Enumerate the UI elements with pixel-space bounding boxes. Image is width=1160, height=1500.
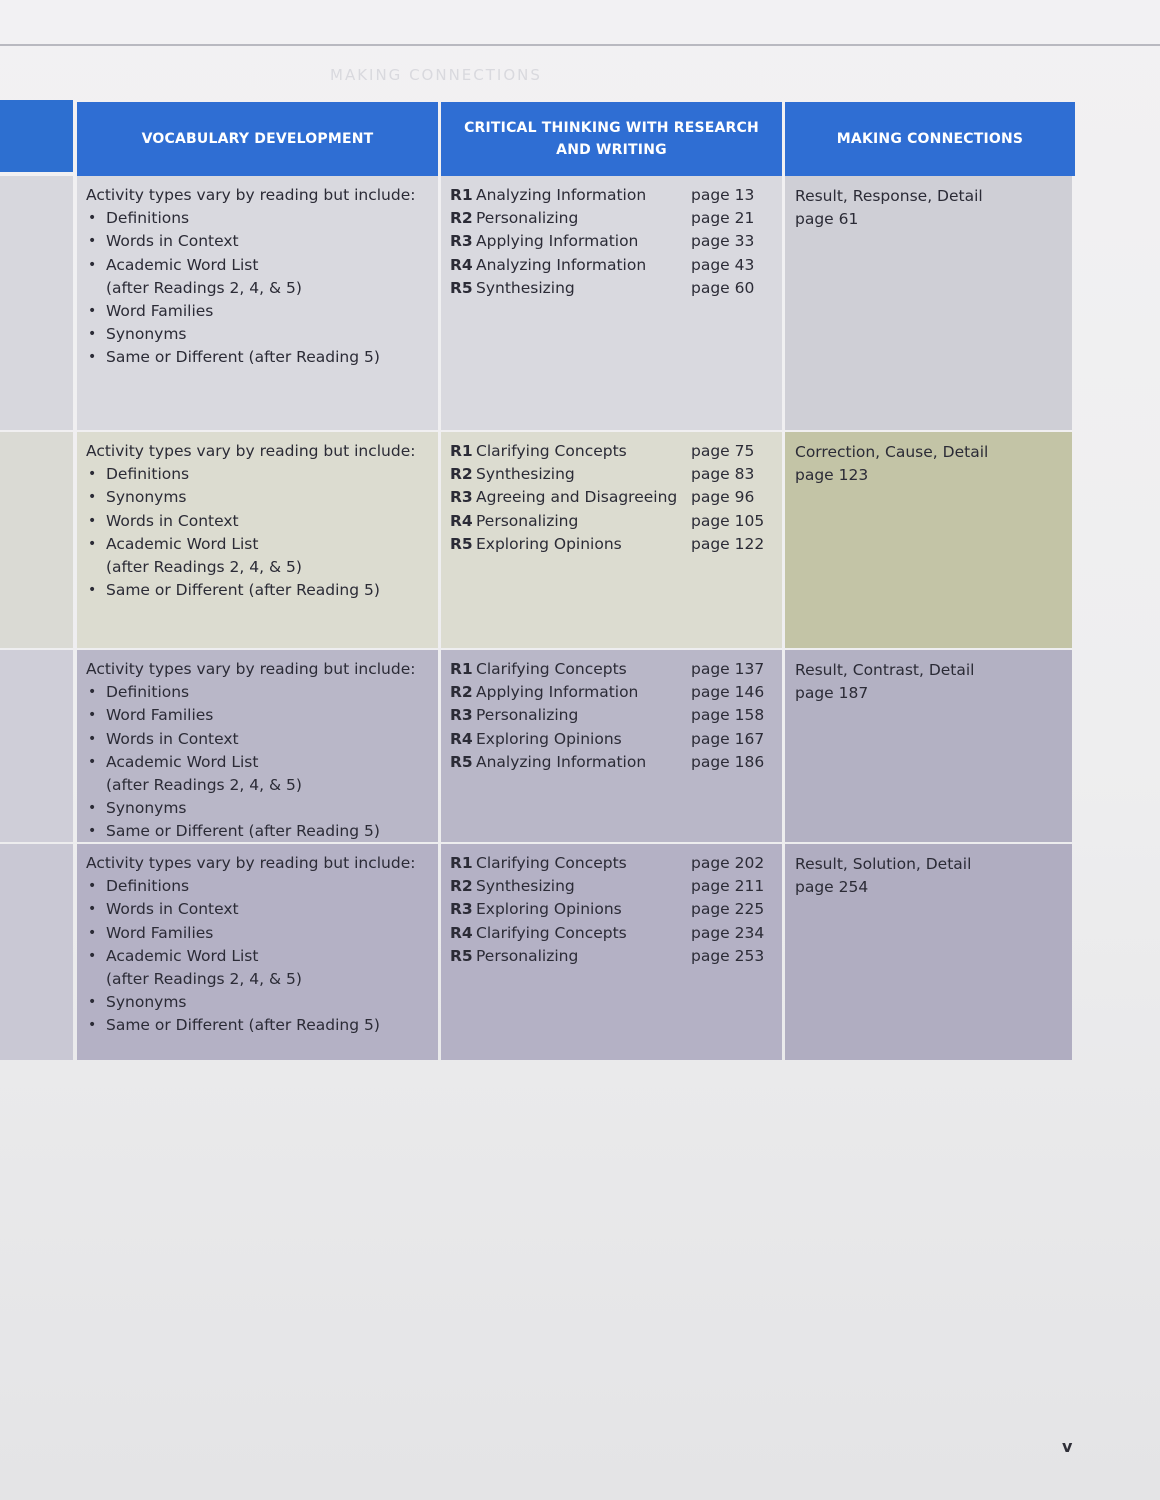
- vocabulary-item: • Synonyms: [86, 323, 430, 346]
- skill-name: Applying Information: [476, 683, 639, 702]
- page-reference: page 122: [691, 534, 765, 553]
- reading-code: R3: [450, 232, 473, 251]
- reading-code: R1: [450, 442, 473, 460]
- reading-code: R3: [450, 706, 473, 725]
- reading-code: R4: [450, 511, 473, 530]
- vocabulary-item: • Definitions: [86, 681, 430, 704]
- skill-name: Synthesizing: [476, 278, 575, 297]
- connections-page: page 61: [795, 210, 859, 229]
- reading-code: R3: [450, 900, 473, 919]
- vocabulary-item-note: (after Readings 2, 4, & 5): [106, 278, 302, 297]
- reading-code: R5: [450, 946, 473, 965]
- critical-thinking-row: [450, 277, 774, 300]
- skill-name: Exploring Opinions: [476, 534, 622, 553]
- vocabulary-intro: Activity types vary by reading but include:: [86, 660, 416, 678]
- critical-thinking-cell: [441, 844, 782, 1060]
- connections-page: page 254: [795, 878, 869, 897]
- vocabulary-item: • Synonyms: [86, 991, 430, 1014]
- reading-code: R2: [450, 877, 473, 896]
- vocabulary-cell: [77, 844, 438, 1060]
- vocabulary-item: • Words in Context: [86, 728, 430, 751]
- critical-thinking-row: [450, 945, 774, 968]
- page-reference: page 75: [691, 442, 755, 460]
- vocabulary-cell: [77, 432, 438, 648]
- left-column-header: [0, 100, 73, 172]
- vocabulary-list: [86, 875, 430, 1037]
- vocabulary-item: • Words in Context: [86, 510, 430, 533]
- header-critical-thinking: CRITICAL THINKING WITH RESEARCH AND WRITING: [441, 102, 782, 176]
- vocabulary-item: • Academic Word List: [86, 533, 430, 556]
- vocabulary-cell: [77, 176, 438, 430]
- skill-name: Analyzing Information: [476, 255, 647, 274]
- critical-thinking-row: [450, 440, 774, 463]
- page-reference: page 202: [691, 854, 765, 872]
- reading-code: R4: [450, 729, 473, 748]
- critical-thinking-cell: [441, 650, 782, 842]
- reading-code: R2: [450, 683, 473, 702]
- critical-thinking-row: [450, 728, 774, 751]
- skill-name: Analyzing Information: [476, 186, 647, 204]
- skill-name: Clarifying Concepts: [476, 923, 627, 942]
- skill-name: Analyzing Information: [476, 752, 647, 771]
- vocabulary-intro: Activity types vary by reading but include:: [86, 442, 416, 460]
- reading-code: R1: [450, 854, 473, 872]
- page-reference: page 105: [691, 511, 765, 530]
- critical-thinking-row: [450, 207, 774, 230]
- skill-name: Agreeing and Disagreeing: [476, 488, 678, 507]
- vocabulary-intro: Activity types vary by reading but include:: [86, 186, 416, 204]
- vocabulary-item: • Same or Different (after Reading 5): [86, 820, 430, 843]
- critical-thinking-cell: [441, 176, 782, 430]
- vocabulary-item: • Word Families: [86, 704, 430, 727]
- left-column-row-4: [0, 844, 73, 1060]
- page-reference: page 146: [691, 683, 765, 702]
- reading-code: R5: [450, 278, 473, 297]
- making-connections-cell: [785, 432, 1072, 648]
- top-rule: [0, 44, 1160, 46]
- skill-name: Applying Information: [476, 232, 639, 251]
- vocabulary-item: • Word Families: [86, 300, 430, 323]
- critical-thinking-row: [450, 486, 774, 509]
- vocabulary-item: • Academic Word List: [86, 751, 430, 774]
- page-reference: page 13: [691, 186, 755, 204]
- vocabulary-item: • Same or Different (after Reading 5): [86, 1014, 430, 1037]
- vocabulary-intro: Activity types vary by reading but include:: [86, 854, 416, 872]
- vocabulary-cell: [77, 650, 438, 842]
- page-reference: page 21: [691, 209, 755, 228]
- skill-name: Clarifying Concepts: [476, 660, 627, 678]
- page-reference: page 167: [691, 729, 765, 748]
- reading-code: R2: [450, 465, 473, 484]
- header-vocabulary-development: VOCABULARY DEVELOPMENT: [77, 102, 438, 176]
- connections-text: Result, Solution, Detail: [795, 855, 972, 873]
- connections-page: page 123: [795, 466, 869, 485]
- critical-thinking-row: [450, 751, 774, 774]
- page-number: v: [1062, 1437, 1073, 1456]
- skill-name: Exploring Opinions: [476, 900, 622, 919]
- vocabulary-item: • Same or Different (after Reading 5): [86, 579, 430, 602]
- reading-code: R1: [450, 660, 473, 678]
- page-reference: page 96: [691, 488, 755, 507]
- critical-thinking-row: [450, 875, 774, 898]
- page-reference: page 60: [691, 278, 755, 297]
- vocabulary-item-note: (after Readings 2, 4, & 5): [106, 970, 302, 989]
- critical-thinking-row: [450, 230, 774, 253]
- ghost-heading: MAKING CONNECTIONS: [330, 66, 542, 84]
- page-reference: page 225: [691, 900, 765, 919]
- vocabulary-item: • Synonyms: [86, 797, 430, 820]
- vocabulary-item: • Synonyms: [86, 486, 430, 509]
- making-connections-cell: [785, 650, 1072, 842]
- vocabulary-item: • Word Families: [86, 922, 430, 945]
- skill-name: Synthesizing: [476, 877, 575, 896]
- reading-code: R1: [450, 186, 473, 204]
- vocabulary-item: • Definitions: [86, 875, 430, 898]
- critical-thinking-row: [450, 681, 774, 704]
- critical-thinking-row: [450, 254, 774, 277]
- critical-thinking-row: [450, 922, 774, 945]
- connections-text: Result, Contrast, Detail: [795, 661, 975, 679]
- page-reference: page 186: [691, 752, 765, 771]
- critical-thinking-row: [450, 898, 774, 921]
- critical-thinking-row: [450, 852, 774, 875]
- skill-name: Clarifying Concepts: [476, 442, 627, 460]
- left-column-row-1: [0, 176, 73, 430]
- skill-name: Personalizing: [476, 209, 579, 228]
- connections-text: Correction, Cause, Detail: [795, 443, 989, 461]
- page-reference: page 43: [691, 255, 755, 274]
- vocabulary-item: • Words in Context: [86, 230, 430, 253]
- vocabulary-item: • Academic Word List: [86, 254, 430, 277]
- vocabulary-list: [86, 463, 430, 602]
- critical-thinking-row: [450, 510, 774, 533]
- reading-code: R4: [450, 255, 473, 274]
- vocabulary-item: • Same or Different (after Reading 5): [86, 346, 430, 369]
- connections-text: Result, Response, Detail: [795, 187, 983, 205]
- page-reference: page 83: [691, 465, 755, 484]
- connections-page: page 187: [795, 684, 869, 703]
- vocabulary-list: [86, 207, 430, 369]
- making-connections-cell: [785, 844, 1072, 1060]
- reading-code: R5: [450, 752, 473, 771]
- header-making-connections: MAKING CONNECTIONS: [785, 102, 1075, 176]
- left-column-row-3: [0, 650, 73, 842]
- vocabulary-item-note: (after Readings 2, 4, & 5): [106, 776, 302, 795]
- critical-thinking-row: [450, 184, 774, 207]
- left-column-row-2: [0, 432, 73, 648]
- page-reference: page 137: [691, 660, 765, 678]
- skill-name: Exploring Opinions: [476, 729, 622, 748]
- critical-thinking-row: [450, 533, 774, 556]
- vocabulary-item: • Academic Word List: [86, 945, 430, 968]
- reading-code: R4: [450, 923, 473, 942]
- critical-thinking-row: [450, 658, 774, 681]
- vocabulary-item: • Definitions: [86, 463, 430, 486]
- critical-thinking-row: [450, 704, 774, 727]
- skill-name: Personalizing: [476, 946, 579, 965]
- reading-code: R5: [450, 534, 473, 553]
- page-reference: page 211: [691, 877, 765, 896]
- vocabulary-item-note: (after Readings 2, 4, & 5): [106, 558, 302, 577]
- page-reference: page 253: [691, 946, 765, 965]
- critical-thinking-cell: [441, 432, 782, 648]
- vocabulary-list: [86, 681, 430, 843]
- making-connections-cell: [785, 176, 1072, 430]
- skill-name: Clarifying Concepts: [476, 854, 627, 872]
- reading-code: R2: [450, 209, 473, 228]
- skill-name: Personalizing: [476, 511, 579, 530]
- page-reference: page 234: [691, 923, 765, 942]
- vocabulary-item: • Words in Context: [86, 898, 430, 921]
- vocabulary-item: • Definitions: [86, 207, 430, 230]
- reading-code: R3: [450, 488, 473, 507]
- skill-name: Synthesizing: [476, 465, 575, 484]
- page-reference: page 158: [691, 706, 765, 725]
- critical-thinking-row: [450, 463, 774, 486]
- page-reference: page 33: [691, 232, 755, 251]
- skill-name: Personalizing: [476, 706, 579, 725]
